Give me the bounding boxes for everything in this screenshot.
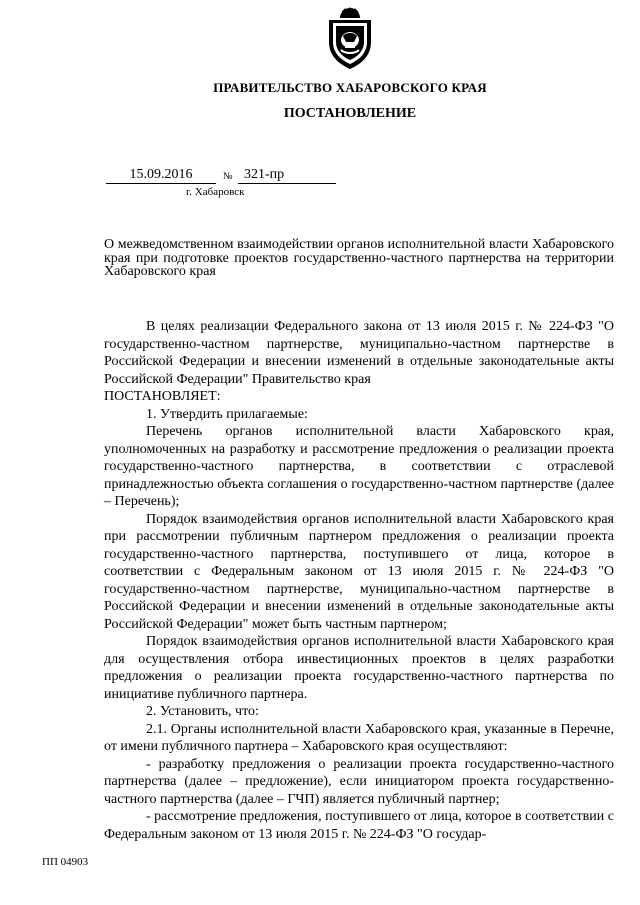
paragraph-list-item: Перечень органов исполнительной власти Хабаровского края, уполномоченных на разработку и рассмотрение предложения о реализации проекта государственно-частного партнерства, в соответствии с отраслевой принадлежностью объекта соглашения о государственно-частном партнерстве (далее – Перечень); xyxy=(104,424,614,509)
paragraph-1: 1. Утвердить прилагаемые: xyxy=(146,406,308,422)
paragraph-list-item: - рассмотрение предложения, поступившего от лица, которое в соответствии с Федеральным законом от 13 июля 2015 г. № 224-ФЗ "О государ- xyxy=(104,809,614,842)
paragraph-2: 2. Установить, что: xyxy=(146,704,259,719)
city: г. Хабаровск xyxy=(186,186,245,198)
document-type: ПОСТАНОВЛЕНИЕ xyxy=(283,106,417,121)
paragraph-list-item: Порядок взаимодействия органов исполнительной власти Хабаровского края для осуществления отбора инвестиционных проектов в целях разработки предложения о реализации проекта государственно-частного партнерства по инициативе публичного партнера. xyxy=(104,634,614,702)
document-body xyxy=(104,318,614,843)
document-subject: О межведомственном взаимодействии органов исполнительной власти Хабаровского края при подготовке проектов государственно-частного партнерства на территории Хабаровского края xyxy=(104,237,614,279)
footer-code: ПП 04903 xyxy=(42,856,89,868)
paragraph-list-item: Порядок взаимодействия органов исполнительной власти Хабаровского края при рассмотрении публичным партнером предложения о реализации проекта государственно-частного партнерства, поступившего от лица, которое в соответствии с Федеральным законом от 13 июля 2015 г. № 224-ФЗ "О государственно-частном партнерстве, муниципально-частном партнерстве в Российской Федерации и внесении изменений в отдельные законодательные акты Российской Федерации" может быть частным партнером; xyxy=(104,511,614,632)
document-date: 15.09.2016 xyxy=(106,166,216,184)
paragraph-list-item: - разработку предложения о реализации проекта государственно-частного партнерства (далее – предложение), если инициатором проекта государственно-частного партнерства (далее – ГЧП) является публичный партнер; xyxy=(104,756,614,807)
government-title: ПРАВИТЕЛЬСТВО ХАБАРОВСКОГО КРАЯ xyxy=(213,80,487,95)
paragraph-resolves: ПОСТАНОВЛЯЕТ: xyxy=(104,389,221,404)
paragraph-preamble: В целях реализации Федерального закона от 13 июля 2015 г. № 224-ФЗ "О государственно-частном партнерстве, муниципально-частном партнерстве в Российской Федерации и внесении изменений в отдельные законодательные акты Российской Федерации" Правительство края xyxy=(104,319,614,387)
coat-of-arms-icon xyxy=(323,6,377,72)
paragraph-2-1: 2.1. Органы исполнительной власти Хабаровского края, указанные в Перечне, от имени публичного партнера – Хабаровского края осуществляют: xyxy=(104,721,614,754)
number-sign: № xyxy=(223,171,233,182)
document-number: 321-пр xyxy=(238,166,336,184)
